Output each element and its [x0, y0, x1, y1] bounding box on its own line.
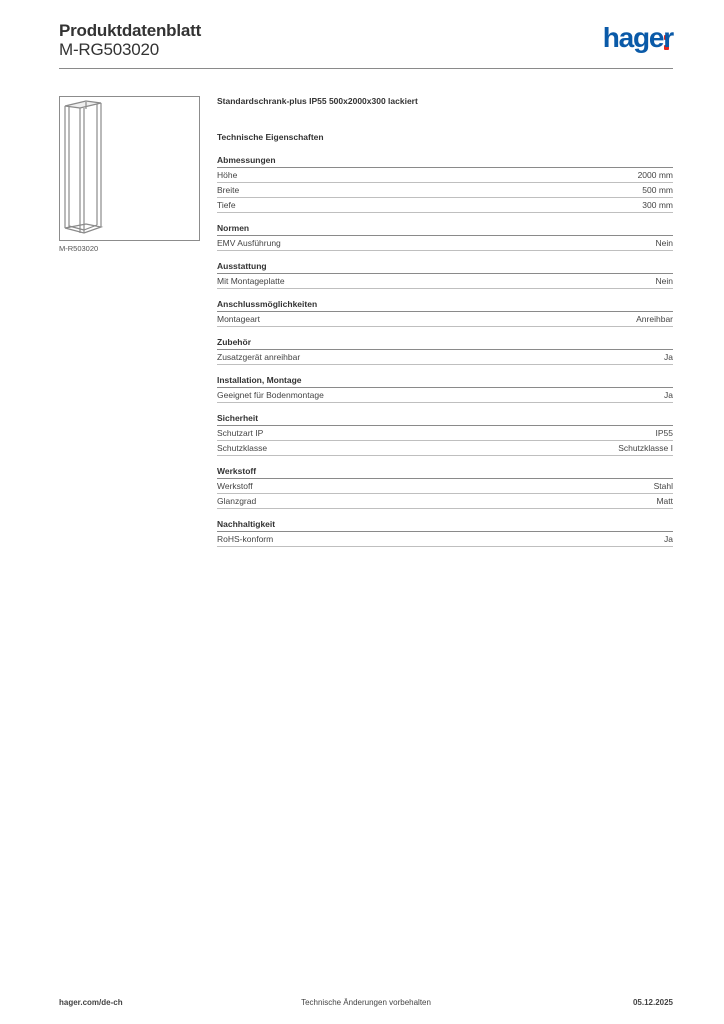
property-value: Anreihbar	[636, 314, 673, 324]
product-title: Standardschrank-plus IP55 500x2000x300 lackiert	[217, 96, 418, 106]
section-title: Sicherheit	[217, 413, 673, 426]
property-label: Schutzklasse	[217, 443, 268, 453]
header-divider	[59, 68, 673, 69]
property-value: 500 mm	[642, 185, 673, 195]
property-row	[217, 388, 673, 403]
product-code: M-RG503020	[59, 40, 160, 59]
property-row	[217, 441, 673, 456]
page-footer	[59, 998, 673, 1010]
cabinet-frame-icon	[60, 97, 199, 240]
section-title: Normen	[217, 223, 673, 236]
property-value: 300 mm	[642, 200, 673, 210]
property-label: Tiefe	[217, 200, 236, 210]
property-section	[217, 375, 673, 403]
property-section	[217, 337, 673, 365]
property-row	[217, 236, 673, 251]
property-value: Matt	[656, 496, 673, 506]
section-title: Installation, Montage	[217, 375, 673, 388]
property-value: Ja	[664, 390, 673, 400]
property-label: Schutzart IP	[217, 428, 264, 438]
property-row	[217, 350, 673, 365]
property-value: 2000 mm	[637, 170, 673, 180]
property-value: Stahl	[653, 481, 673, 491]
section-title: Abmessungen	[217, 155, 673, 168]
tech-properties-heading: Technische Eigenschaften	[217, 132, 324, 142]
footer-note: Technische Änderungen vorbehalten	[301, 998, 431, 1007]
property-label: Zusatzgerät anreihbar	[217, 352, 301, 362]
section-title: Anschlussmöglichkeiten	[217, 299, 673, 312]
property-row	[217, 494, 673, 509]
document-title: Produktdatenblatt	[59, 21, 202, 40]
property-label: Montageart	[217, 314, 260, 324]
property-row	[217, 198, 673, 213]
property-row	[217, 168, 673, 183]
property-value: Nein	[655, 238, 673, 248]
section-title: Nachhaltigkeit	[217, 519, 673, 532]
property-label: Mit Montageplatte	[217, 276, 285, 286]
property-label: EMV Ausführung	[217, 238, 281, 248]
footer-date: 05.12.2025	[632, 998, 673, 1007]
product-details	[217, 95, 673, 557]
property-section	[217, 223, 673, 251]
property-label: Werkstoff	[217, 481, 253, 491]
product-image-frame	[59, 96, 200, 241]
property-section	[217, 466, 673, 509]
property-row	[217, 426, 673, 441]
property-row	[217, 274, 673, 289]
property-section	[217, 519, 673, 547]
property-section	[217, 155, 673, 213]
section-title: Zubehör	[217, 337, 673, 350]
property-value: Schutzklasse I	[618, 443, 673, 453]
property-section	[217, 261, 673, 289]
property-row	[217, 183, 673, 198]
property-value: Ja	[664, 352, 673, 362]
property-label: Geeignet für Bodenmontage	[217, 390, 324, 400]
property-label: Glanzgrad	[217, 496, 257, 506]
property-label: Höhe	[217, 170, 238, 180]
footer-url[interactable]: hager.com/de-ch	[59, 998, 123, 1007]
property-sections	[217, 155, 673, 547]
property-value: Ja	[664, 534, 673, 544]
property-value: Nein	[655, 276, 673, 286]
property-value: IP55	[655, 428, 673, 438]
property-row	[217, 312, 673, 327]
property-section	[217, 299, 673, 327]
property-label: Breite	[217, 185, 240, 195]
section-title: Werkstoff	[217, 466, 673, 479]
property-row	[217, 479, 673, 494]
section-title: Ausstattung	[217, 261, 673, 274]
image-caption: M-R503020	[59, 244, 99, 253]
page-header	[59, 20, 673, 68]
property-label: RoHS-konform	[217, 534, 274, 544]
property-section	[217, 413, 673, 456]
property-row	[217, 532, 673, 547]
logo-wordmark: hager	[602, 22, 673, 53]
